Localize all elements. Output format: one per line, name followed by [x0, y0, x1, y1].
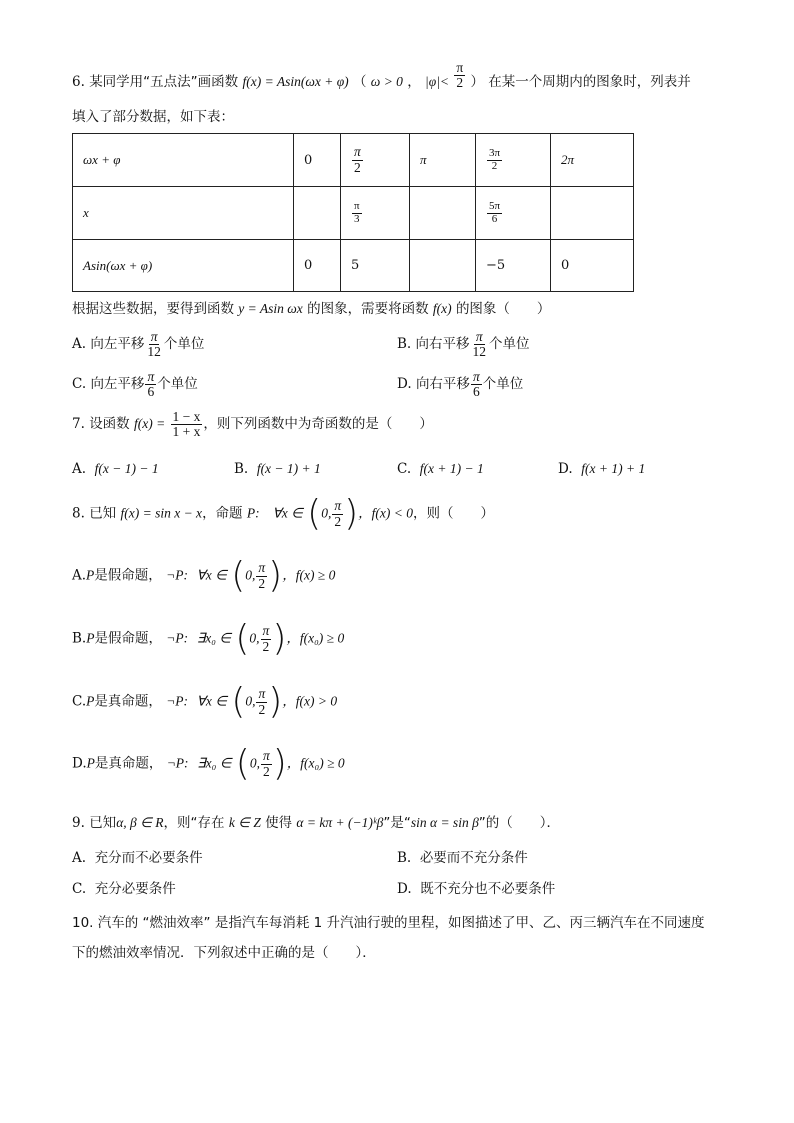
option-status: 是真命题， [94, 693, 162, 710]
option-expr: f(x + 1) − 1 [419, 461, 484, 476]
q8-option-d[interactable]: D.P是真命题， ¬P: ∃x₀ ∈ (0, $\frac{\pi}{2}$ )，f(x₀) ≥ 0 [72, 743, 345, 784]
q7-frac-num: 1 − x [172, 409, 201, 424]
option-text: 个单位 [482, 376, 524, 393]
option-quant: ∀x ∈ [196, 567, 227, 583]
q6-frac-den: 2 [456, 75, 464, 91]
q8-interval-left: 0, [321, 505, 332, 521]
option-label: C. [72, 376, 87, 393]
q8-option-b[interactable]: B.P是假命题， ¬P: ∃x₀ ∈ (0, $\frac{\pi}{2}$ )，f(x₀) ≥ 0 [72, 618, 345, 659]
table-cell: −5 [476, 240, 551, 292]
q9-text-mid2: 使得 [265, 815, 293, 831]
close-paren-icon: ) [272, 618, 287, 659]
option-label: C. [72, 881, 87, 897]
option-frac-num: π [472, 369, 480, 384]
option-label: B. [397, 850, 412, 866]
table-cell: 0 [551, 240, 634, 292]
q8-frac-den: 2 [334, 513, 342, 529]
open-paren-icon: ( [231, 681, 246, 722]
option-text: 向左平移 [90, 336, 145, 353]
option-label: C. [397, 461, 412, 477]
q9-expr: α = kπ + (−1)ᵏβ [296, 815, 384, 830]
close-paren-icon: ) [268, 681, 283, 722]
close-paren-icon: ) [268, 555, 283, 596]
option-p: P [86, 755, 95, 771]
option-status: 是真命题， [94, 755, 163, 772]
table-cell [551, 187, 634, 240]
q6-table [72, 133, 634, 292]
q8-stem [72, 493, 494, 534]
q9-option-b[interactable] [397, 852, 528, 866]
q6-fraction [454, 61, 465, 90]
open-paren-icon: ( [235, 743, 250, 784]
option-quant: ∃x₀ ∈ [196, 630, 232, 646]
q9-option-a[interactable] [72, 852, 203, 866]
option-frac-num: π [475, 329, 483, 344]
q6-option-c[interactable] [72, 370, 198, 399]
option-label: B. [397, 336, 412, 353]
close-paren-icon: ) [344, 493, 359, 534]
table-cell: $\frac{\pi}{2}$ [341, 134, 410, 187]
q7-fraction [171, 410, 203, 439]
option-frac-den: 6 [147, 384, 155, 400]
q7-option-c[interactable] [397, 462, 484, 477]
q9-k-in: k ∈ Z [228, 815, 261, 830]
option-p: P [86, 567, 95, 583]
table-row [73, 134, 634, 187]
table-row-header: x [73, 187, 294, 240]
option-label: B. [72, 630, 87, 647]
option-label: D. [558, 461, 573, 477]
q7-text-pre: 设函数 [89, 416, 130, 433]
option-p: P [86, 693, 95, 709]
table-cell [294, 187, 341, 240]
option-concl: ，f(x) ≥ 0 [282, 567, 336, 583]
q6-question-func2: f(x) [432, 301, 452, 316]
q8-text-pre: 已知 [89, 505, 117, 522]
q10-line2: 下的燃油效率情况．下列叙述中正确的是（ ）． [72, 945, 376, 961]
q7-func: f(x) = [133, 416, 166, 432]
option-text: 既不充分也不必要条件 [420, 881, 556, 897]
table-cell: 2π [551, 134, 634, 187]
q9-text-mid1: ，则“存在 [163, 815, 225, 831]
q6-option-a[interactable] [72, 330, 204, 359]
q6-number: 6. [72, 74, 85, 91]
option-quant: ∀x ∈ [196, 693, 228, 709]
option-label: D. [397, 881, 412, 897]
table-row-header: Asin(ωx + φ) [73, 240, 294, 292]
q6-line2: 填入了部分数据，如下表： [72, 109, 234, 125]
option-label: A. [72, 850, 87, 866]
table-cell: 5 [341, 240, 410, 292]
option-quant: ∃x₀ ∈ [197, 755, 232, 771]
q10-line1: 10. 汽车的 “燃油效率” 是指汽车每消耗 1 升汽油行驶的里程，如图描述了甲、乙、丙三辆汽车在不同速度 [72, 915, 705, 931]
option-label: D. [72, 755, 87, 772]
option-expr: f(x + 1) + 1 [581, 461, 646, 476]
open-paren-icon: ( [231, 555, 246, 596]
option-frac-den: 12 [472, 344, 487, 360]
q6-question-mid: 的图象，需要将函数 [307, 301, 429, 317]
q6-question-post: 的图象（ ） [455, 301, 551, 317]
open-paren-icon: ( [307, 493, 322, 534]
option-text: 个单位 [163, 336, 205, 353]
option-text: 向右平移 [415, 376, 470, 393]
q7-text-post: ，则下列函数中为奇函数的是（ ） [203, 416, 433, 433]
option-text: 向左平移 [90, 376, 145, 393]
q6-question-func1: y = Asin ωx [238, 301, 303, 316]
q7-option-a[interactable] [72, 462, 159, 477]
option-neg: ¬P: [166, 567, 188, 583]
q6-option-d[interactable] [397, 370, 523, 399]
option-label: D. [397, 376, 412, 393]
q8-option-c[interactable]: C.P是真命题， ¬P: ∀x ∈ (0, $\frac{\pi}{2}$ )，f(x) > 0 [72, 681, 338, 722]
table-cell: $\frac{5\pi}{6}$ [476, 187, 551, 240]
q7-option-b[interactable] [234, 462, 321, 477]
option-frac-num: π [150, 329, 158, 344]
option-frac-num: π [147, 369, 155, 384]
q6-cond-open: （ [352, 74, 367, 91]
q6-cond-phi: |φ|< [425, 74, 450, 90]
option-status: 是假命题， [94, 630, 162, 647]
table-cell: 0 [294, 134, 341, 187]
option-label: B. [234, 461, 249, 477]
option-label: A. [72, 336, 87, 353]
q9-text-pre: 已知 [89, 815, 117, 831]
option-frac-den: 12 [147, 344, 161, 360]
q7-number: 7. [72, 416, 85, 433]
option-expr: f(x − 1) − 1 [94, 461, 159, 476]
option-concl: ，f(x₀) ≥ 0 [286, 630, 345, 646]
option-neg: ¬P: [166, 755, 189, 771]
option-status: 是假命题， [94, 567, 162, 584]
q8-text-post: ，则（ ） [412, 505, 494, 522]
option-text: 个单位 [489, 336, 530, 353]
option-neg: ¬P: [166, 693, 189, 709]
q6-question-pre: 根据这些数据，要得到函数 [72, 301, 234, 317]
q7-option-d[interactable] [558, 462, 645, 477]
q6-frac-num: π [456, 60, 464, 75]
option-concl: ，f(x) > 0 [282, 693, 338, 709]
option-p: P [86, 630, 95, 646]
option-label: C. [72, 693, 87, 710]
q8-text-mid: ，命题 [202, 505, 243, 522]
option-frac-den: 6 [472, 384, 480, 400]
option-text: 必要而不充分条件 [419, 850, 528, 866]
table-cell [410, 240, 476, 292]
q6-cond-close: ） [470, 74, 484, 91]
q8-option-a[interactable]: A.P是假命题， ¬P: ∀x ∈ (0, $\frac{\pi}{2}$ )，f(x) ≥ 0 [72, 555, 336, 596]
table-row-header: ωx + φ [73, 134, 294, 187]
option-text: 个单位 [157, 376, 198, 393]
close-paren-icon: ) [272, 743, 287, 784]
q9-option-c[interactable] [72, 883, 176, 897]
q8-func: f(x) = sin x − x [120, 505, 203, 521]
q8-number: 8. [72, 505, 85, 522]
table-row [73, 240, 634, 292]
option-label: A. [72, 567, 87, 584]
q6-func: f(x) = Asin(ωx + φ) [242, 74, 349, 90]
q6-cond-sep: ， [407, 74, 421, 91]
q8-frac-num: π [334, 498, 342, 514]
q9-vars: α, β ∈ R [116, 815, 164, 830]
q6-cond-w: ω > 0 [370, 74, 403, 90]
option-neg: ¬P: [166, 630, 189, 646]
q6-text-post: 在某一个周期内的图象时，列表并 [488, 74, 691, 91]
q9-text-post: ”的（ ）． [478, 815, 561, 831]
q9-option-d[interactable] [397, 883, 555, 897]
q8-prop: P: [246, 505, 260, 521]
option-label: A. [72, 461, 87, 477]
table-cell [410, 187, 476, 240]
q6-question [72, 302, 550, 317]
q8-forall: ∀x ∈ [272, 505, 303, 521]
q8-cond: ，f(x) < 0 [358, 505, 413, 521]
q9-text-mid3: ”是“ [383, 815, 411, 831]
q6-option-b[interactable] [397, 330, 530, 359]
option-text: 充分而不必要条件 [94, 850, 203, 866]
q9-number: 9. [72, 815, 85, 831]
q9-stem [72, 816, 560, 831]
q7-frac-den: 1 + x [172, 424, 201, 440]
option-concl: ，f(x₀) ≥ 0 [286, 755, 345, 771]
q7-stem [72, 410, 433, 439]
table-row [73, 187, 634, 240]
q6-line1 [72, 60, 691, 91]
table-cell: 0 [294, 240, 341, 292]
table-cell: $\frac{3\pi}{2}$ [476, 134, 551, 187]
q6-text-pre: 某同学用“五点法”画函数 [89, 74, 239, 91]
table-cell: $\frac{\pi}{3}$ [341, 187, 410, 240]
q9-expr2: sin α = sin β [410, 815, 479, 830]
open-paren-icon: ( [235, 618, 250, 659]
option-text: 向右平移 [415, 336, 470, 353]
option-text: 充分必要条件 [94, 881, 176, 897]
table-cell: π [410, 134, 476, 187]
option-expr: f(x − 1) + 1 [256, 461, 321, 476]
